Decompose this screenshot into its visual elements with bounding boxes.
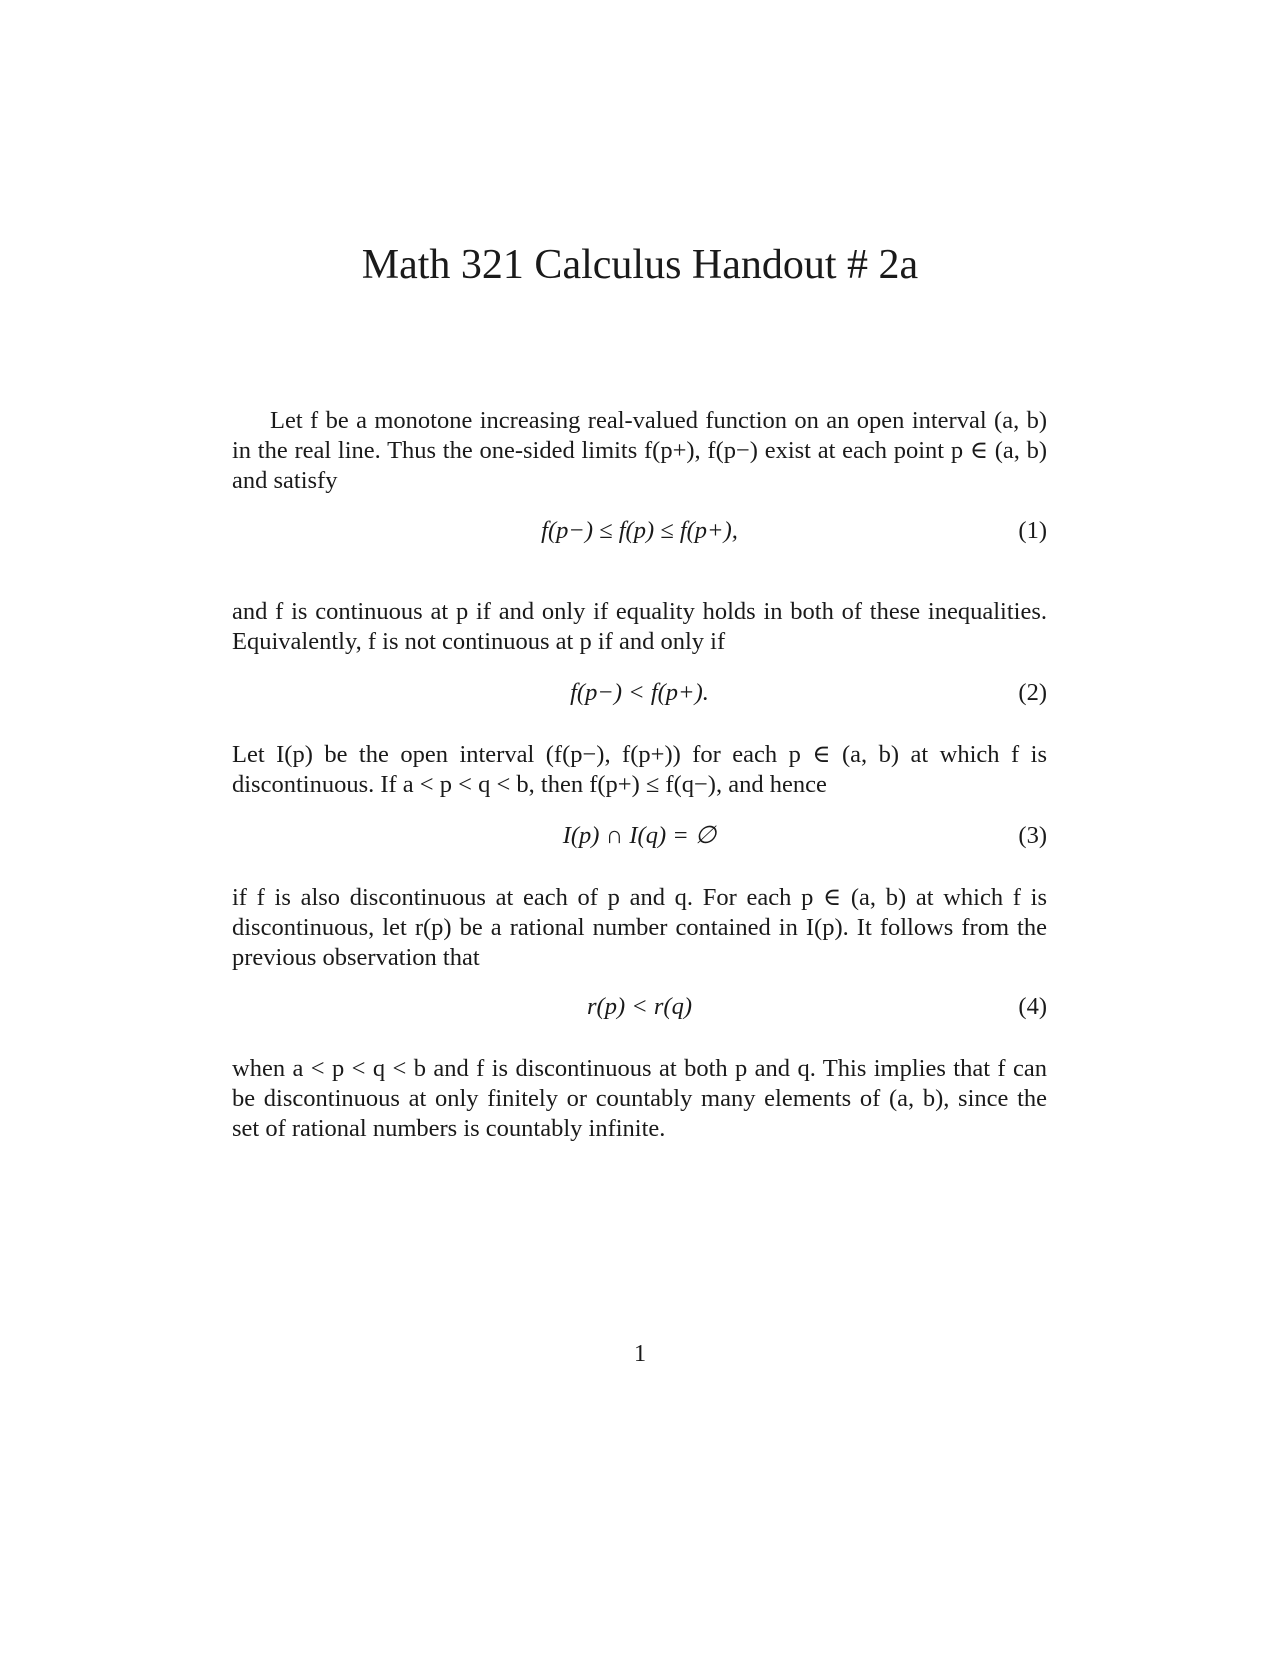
page-title: Math 321 Calculus Handout # 2a <box>361 242 919 288</box>
equation-1 <box>232 514 1047 548</box>
equation-3-expression: I(p) ∩ I(q) = ∅ <box>562 822 717 849</box>
equation-1-number: (1) <box>1018 517 1047 544</box>
paragraph-5-block <box>232 1054 1047 1144</box>
paragraph-1-block <box>232 406 1047 496</box>
equation-2 <box>232 676 1047 710</box>
paragraph-5: when a < p < q < b and f is discontinuous at both p and q. This implies that f can be discontinuous at only finitely or countably many elements of (a, b), since the set of rational numbers is countably infinite. <box>232 1055 1047 1142</box>
equation-4-expression: r(p) < r(q) <box>587 993 692 1020</box>
paragraph-2: and f is continuous at p if and only if equality holds in both of these inequalities. Equivalently, f is not continuous at p if and only if <box>232 598 1047 655</box>
paragraph-4: if f is also discontinuous at each of p and q. For each p ∈ (a, b) at which f is discontinuous, let r(p) be a rational number contained in I(p). It follows from the previous observation that <box>232 884 1047 971</box>
paragraph-3: Let I(p) be the open interval (f(p−), f(p+)) for each p ∈ (a, b) at which f is discontinuous. If a < p < q < b, then f(p+) ≤ f(q−), and hence <box>232 741 1047 798</box>
equation-3 <box>232 819 1047 853</box>
paragraph-2-block <box>232 597 1047 657</box>
equation-2-number: (2) <box>1018 679 1047 706</box>
paragraph-4-block <box>232 883 1047 973</box>
paragraph-1: Let f be a monotone increasing real-valued function on an open interval (a, b) in the real line. Thus the one-sided limits f(p+), f(p−) exist at each point p ∈ (a, b) and satisfy <box>232 407 1047 494</box>
equation-4 <box>232 990 1047 1024</box>
page-number: 1 <box>633 1340 647 1367</box>
equation-3-number: (3) <box>1018 822 1047 849</box>
paragraph-3-block <box>232 740 1047 800</box>
equation-4-number: (4) <box>1018 993 1047 1020</box>
equation-2-expression: f(p−) < f(p+). <box>570 679 709 706</box>
equation-1-expression: f(p−) ≤ f(p) ≤ f(p+), <box>541 517 738 544</box>
